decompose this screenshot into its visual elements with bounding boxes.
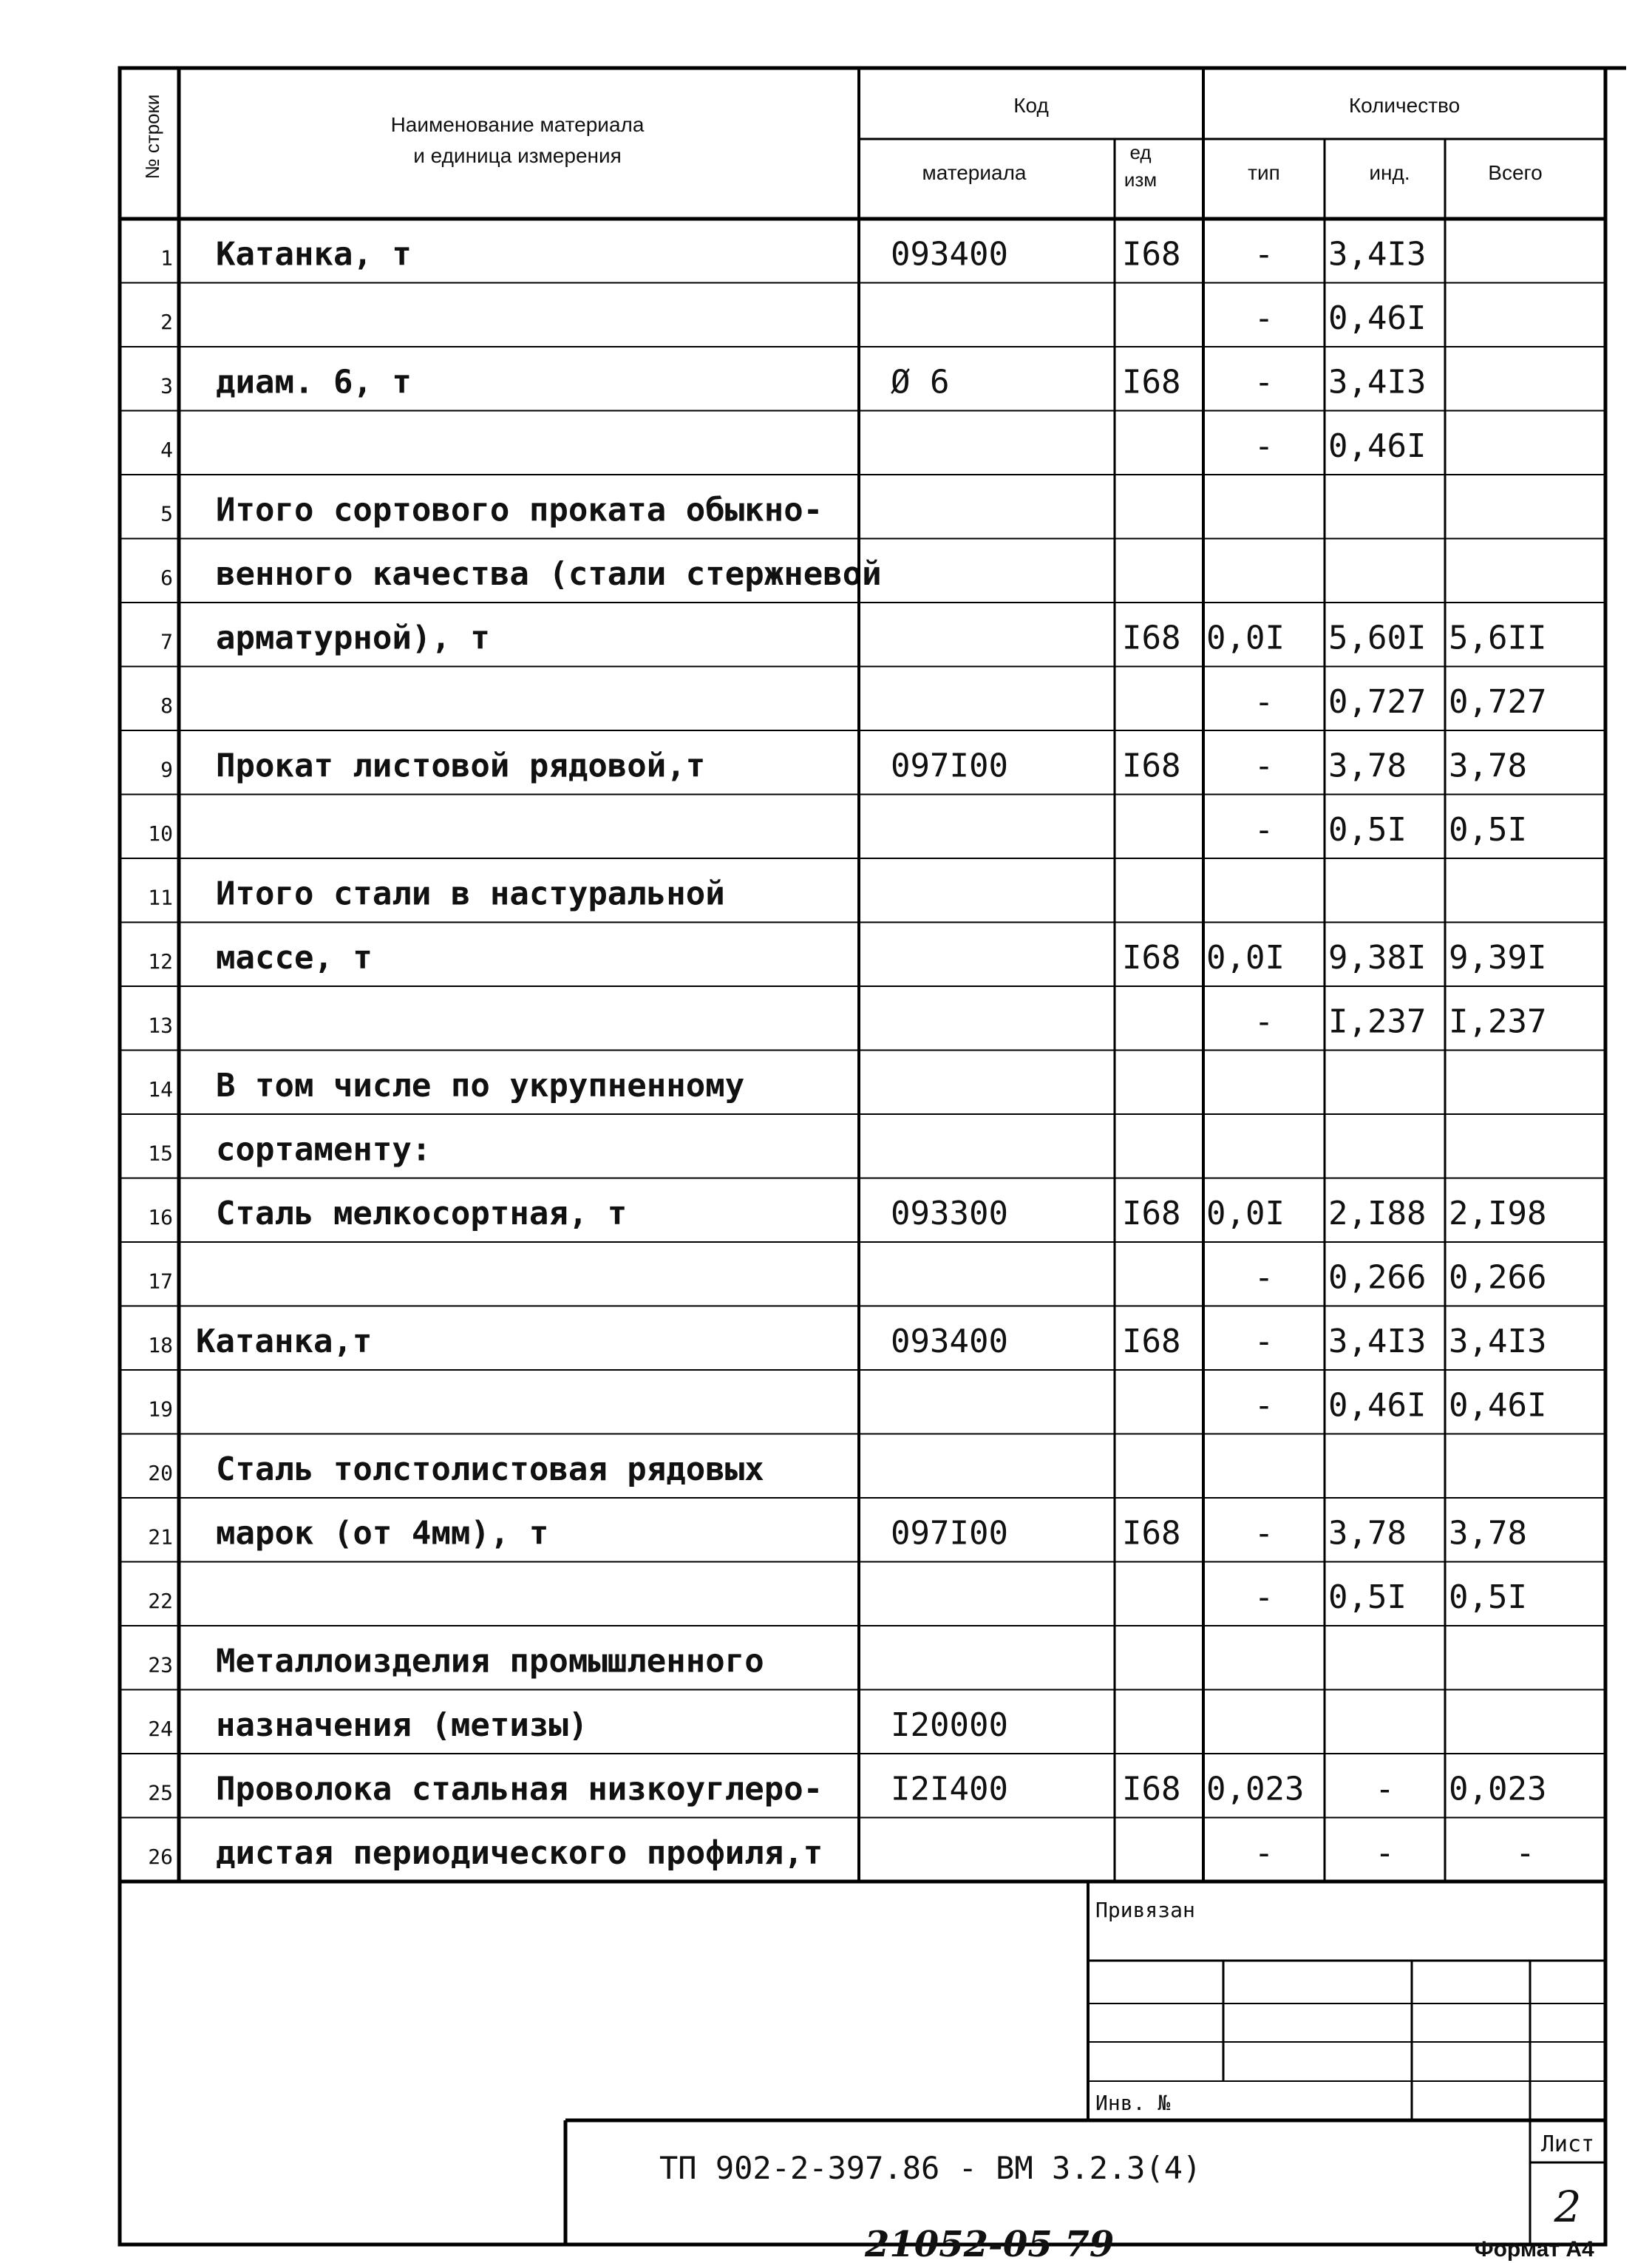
cell-total: 3,78 xyxy=(1449,1514,1527,1553)
cell-code: I2I400 xyxy=(891,1770,1008,1808)
cell-name: венного качества (стали стержневой xyxy=(216,554,882,593)
cell-name: Итого сортового проката обыкно- xyxy=(216,491,823,529)
cell-ind: 3,4I3 xyxy=(1328,235,1427,274)
cell-name: назначения (метизы) xyxy=(216,1706,588,1744)
cell-total: 0,266 xyxy=(1449,1258,1547,1297)
cell-code: I20000 xyxy=(891,1706,1008,1744)
table-row xyxy=(148,1578,1527,1616)
cell-ind: 3,78 xyxy=(1328,1514,1407,1553)
cell-total: - xyxy=(1515,1833,1535,1872)
table-row xyxy=(160,491,823,529)
table-row xyxy=(148,1514,1527,1552)
cell-ind: 0,266 xyxy=(1328,1258,1427,1297)
cell-total: I,237 xyxy=(1449,1002,1547,1041)
cell-unit: I68 xyxy=(1122,1194,1181,1232)
cell-code: 093400 xyxy=(891,235,1008,274)
cell-no: 21 xyxy=(148,1524,173,1550)
cell-unit: I68 xyxy=(1122,1322,1181,1360)
cell-name: Катанка,т xyxy=(196,1322,373,1360)
cell-no: 4 xyxy=(160,437,173,462)
cell-unit: I68 xyxy=(1122,1770,1181,1808)
cell-total: 9,39I xyxy=(1449,938,1547,977)
cell-typ: - xyxy=(1254,299,1274,337)
cell-name: Итого стали в настуральной xyxy=(216,875,725,913)
title-block xyxy=(565,1882,1605,2245)
cell-typ: - xyxy=(1254,1514,1274,1553)
table-row xyxy=(148,1002,1546,1040)
cell-no: 5 xyxy=(160,501,173,526)
cell-name: Прокат листовой рядовой,т xyxy=(216,747,706,785)
cell-no: 2 xyxy=(160,309,173,334)
cell-code: Ø 6 xyxy=(891,363,950,401)
cell-name: марок (от 4мм), т xyxy=(216,1514,549,1553)
table-row xyxy=(148,1195,1546,1232)
cell-name: Сталь мелкосортная, т xyxy=(216,1194,628,1232)
sheet-label: Лист xyxy=(1540,2131,1595,2157)
header-name-label-1: Наименование материала xyxy=(390,113,645,136)
document-code: ТП 902-2-397.86 - ВМ 3.2.3(4) xyxy=(659,2150,1202,2186)
cell-no: 20 xyxy=(148,1460,173,1485)
cell-no: 1 xyxy=(160,245,173,271)
header-qty-label: Количество xyxy=(1348,94,1461,117)
cell-ind: 3,4I3 xyxy=(1328,1322,1427,1360)
cell-typ: - xyxy=(1254,235,1274,274)
cell-total: 3,4I3 xyxy=(1449,1322,1547,1360)
cell-name: В том числе по укрупненному xyxy=(216,1066,745,1105)
cell-ind: 3,4I3 xyxy=(1328,363,1427,401)
cell-name: сортаменту: xyxy=(216,1130,432,1169)
cell-total: 0,727 xyxy=(1449,682,1547,721)
cell-no: 6 xyxy=(160,565,173,590)
cell-name: диам. 6, т xyxy=(216,363,412,401)
cell-name: арматурной), т xyxy=(216,619,490,657)
table-row xyxy=(160,683,1546,721)
table-row xyxy=(160,747,1527,784)
cell-ind: 0,46I xyxy=(1328,427,1427,465)
header-row-no-label: № строки xyxy=(141,94,163,180)
cell-typ: 0,0I xyxy=(1206,938,1285,977)
table-row xyxy=(148,1706,1008,1744)
inventory-number-label: Инв. № xyxy=(1095,2091,1171,2115)
cell-no: 10 xyxy=(148,821,173,846)
cell-name: массе, т xyxy=(216,938,373,977)
table-row xyxy=(148,1834,1534,1872)
cell-no: 25 xyxy=(148,1780,173,1805)
cell-name: Проволока стальная низкоуглеро- xyxy=(216,1770,823,1808)
table-row xyxy=(160,619,1546,656)
table-row xyxy=(148,1642,764,1680)
header-unit-label-1: ед xyxy=(1129,141,1152,163)
cell-typ: - xyxy=(1254,1386,1274,1425)
table-row xyxy=(148,1386,1546,1424)
cell-ind: 0,727 xyxy=(1328,682,1427,721)
table-row xyxy=(148,1323,1546,1360)
cell-no: 14 xyxy=(148,1076,173,1102)
header-material-label: материала xyxy=(922,161,1027,184)
cell-typ: - xyxy=(1254,810,1274,849)
table-row xyxy=(148,1258,1546,1296)
cell-name: Катанка, т xyxy=(216,235,412,274)
header-unit-label-2: изм xyxy=(1124,169,1158,191)
header-total-label: Всего xyxy=(1488,161,1543,184)
cell-ind: 3,78 xyxy=(1328,747,1407,785)
privyazan-label: Привязан xyxy=(1095,1898,1195,1922)
cell-typ: - xyxy=(1254,1258,1274,1297)
table-row xyxy=(160,363,1426,401)
cell-total: 2,I98 xyxy=(1449,1194,1547,1232)
cell-ind: - xyxy=(1375,1833,1395,1872)
sheet-number: 2 xyxy=(1554,2182,1582,2232)
cell-ind: 5,60I xyxy=(1328,619,1427,657)
header-ind-label: инд. xyxy=(1369,161,1410,184)
format-label: Формат А4 xyxy=(1475,2237,1594,2262)
cell-no: 19 xyxy=(148,1397,173,1422)
cell-unit: I68 xyxy=(1122,363,1181,401)
cell-total: 0,5I xyxy=(1449,810,1527,849)
cell-no: 15 xyxy=(148,1141,173,1166)
cell-ind: 0,46I xyxy=(1328,299,1427,337)
cell-typ: 0,0I xyxy=(1206,619,1285,657)
cell-unit: I68 xyxy=(1122,235,1181,274)
cell-no: 12 xyxy=(148,949,173,974)
cell-typ: - xyxy=(1254,1833,1274,1872)
cell-no: 22 xyxy=(148,1588,173,1613)
table-row xyxy=(160,299,1426,337)
cell-typ: - xyxy=(1254,363,1274,401)
cell-typ: - xyxy=(1254,1002,1274,1041)
header-name-label-2: и единица измерения xyxy=(413,144,622,167)
cell-ind: 0,5I xyxy=(1328,810,1407,849)
table-row xyxy=(148,939,1546,977)
cell-code: 097I00 xyxy=(891,747,1008,785)
cell-unit: I68 xyxy=(1122,938,1181,977)
cell-code: 093400 xyxy=(891,1322,1008,1360)
cell-name: дистая периодического профиля,т xyxy=(216,1833,823,1872)
cell-ind: 2,I88 xyxy=(1328,1194,1427,1232)
cell-unit: I68 xyxy=(1122,1514,1181,1553)
table-row xyxy=(148,811,1527,849)
cell-no: 24 xyxy=(148,1716,173,1741)
cell-total: 3,78 xyxy=(1449,747,1527,785)
cell-no: 18 xyxy=(148,1332,173,1357)
cell-typ: - xyxy=(1254,1322,1274,1360)
cell-code: 097I00 xyxy=(891,1514,1008,1553)
cell-total: 5,6II xyxy=(1449,619,1547,657)
cell-no: 26 xyxy=(148,1844,173,1869)
cell-no: 3 xyxy=(160,373,173,398)
cell-unit: I68 xyxy=(1122,747,1181,785)
cell-name: Металлоизделия промышленного xyxy=(216,1642,764,1680)
cell-ind: 0,5I xyxy=(1328,1578,1407,1616)
cell-ind: 0,46I xyxy=(1328,1386,1427,1425)
cell-no: 11 xyxy=(148,885,173,910)
cell-total: 0,023 xyxy=(1449,1770,1547,1808)
cell-no: 23 xyxy=(148,1652,173,1677)
cell-no: 13 xyxy=(148,1013,173,1038)
cell-code: 093300 xyxy=(891,1194,1008,1232)
cell-typ: 0,023 xyxy=(1206,1770,1305,1808)
header-code-label: Код xyxy=(1013,94,1049,117)
cell-ind: I,237 xyxy=(1328,1002,1427,1041)
table-row xyxy=(148,1770,1546,1808)
cell-no: 7 xyxy=(160,629,173,654)
table-row xyxy=(148,1451,764,1488)
cell-typ: - xyxy=(1254,682,1274,721)
header-type-label: тип xyxy=(1248,161,1280,184)
archive-number: 21052-05 79 xyxy=(865,2224,1115,2263)
cell-ind: - xyxy=(1375,1770,1395,1808)
table-row xyxy=(148,1067,744,1105)
cell-total: 0,46I xyxy=(1449,1386,1547,1425)
table-row xyxy=(160,555,882,593)
cell-typ: - xyxy=(1254,747,1274,785)
cell-no: 8 xyxy=(160,693,173,718)
cell-unit: I68 xyxy=(1122,619,1181,657)
table-row xyxy=(148,875,724,912)
cell-no: 17 xyxy=(148,1269,173,1294)
table-row xyxy=(160,235,1426,273)
table-row xyxy=(148,1130,431,1168)
cell-no: 16 xyxy=(148,1204,173,1229)
table-row xyxy=(160,427,1426,465)
cell-total: 0,5I xyxy=(1449,1578,1527,1616)
cell-typ: - xyxy=(1254,1578,1274,1616)
cell-no: 9 xyxy=(160,757,173,782)
cell-ind: 9,38I xyxy=(1328,938,1427,977)
cell-name: Сталь толстолистовая рядовых xyxy=(216,1450,764,1488)
cell-typ: - xyxy=(1254,427,1274,465)
cell-typ: 0,0I xyxy=(1206,1194,1285,1232)
